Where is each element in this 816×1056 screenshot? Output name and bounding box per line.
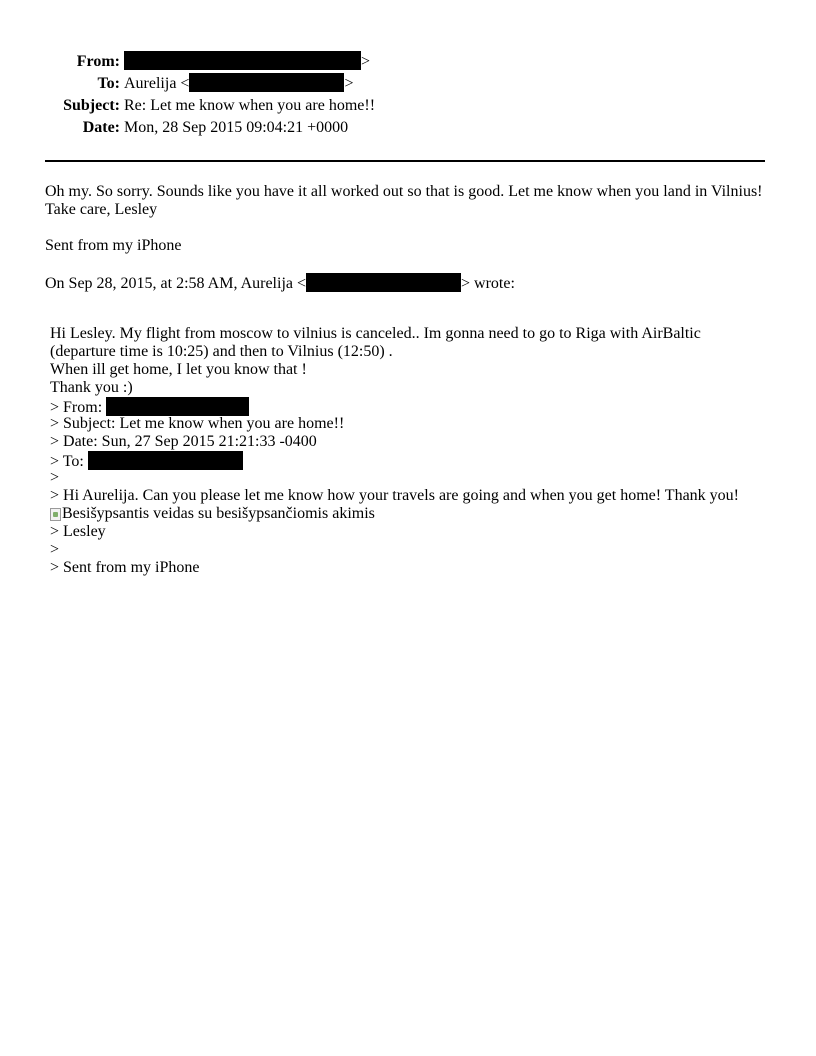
date-value: Mon, 28 Sep 2015 09:04:21 +0000 xyxy=(124,119,349,136)
attribution-prefix: On Sep 28, 2015, at 2:58 AM, Aurelija < xyxy=(45,275,307,292)
quoted-from-label: > From: xyxy=(50,399,107,416)
quoted-date-line: > Date: Sun, 27 Sep 2015 21:21:33 -0400 xyxy=(50,433,317,450)
reply-signature: Sent from my iPhone xyxy=(45,237,182,254)
quoted-message-line: > Hi Aurelija. Can you please let me know how your travels are going and when you get home! Thank you! xyxy=(50,487,740,504)
subject-row xyxy=(0,95,816,117)
to-name: Aurelija < xyxy=(124,75,190,92)
redacted-to-address xyxy=(189,73,344,92)
subject-label: Subject: xyxy=(63,97,120,114)
date-row xyxy=(0,117,816,139)
to-suffix: > xyxy=(344,75,354,92)
quoted-subject-line: > Subject: Let me know when you are home!! xyxy=(50,415,345,432)
quoted-blank-1: > xyxy=(50,469,60,486)
reply-line-1: Oh my. So sorry. Sounds like you have it all worked out so that is good. Let me know when you land in Vilnius! xyxy=(45,183,763,200)
from-value xyxy=(124,51,370,73)
email-header xyxy=(0,51,816,139)
to-value xyxy=(124,73,353,95)
subject-value: Re: Let me know when you are home!! xyxy=(124,97,376,114)
quoted-from-line xyxy=(50,397,249,415)
header-divider xyxy=(45,160,765,162)
quoted-iphone-line: > Sent from my iPhone xyxy=(50,559,200,576)
quoted-line-3: When ill get home, I let you know that ! xyxy=(50,361,307,378)
redacted-quoted-to xyxy=(88,451,243,470)
from-suffix: > xyxy=(361,53,371,70)
quoted-line-2: (departure time is 10:25) and then to Vilnius (12:50) . xyxy=(50,343,393,360)
to-label: To: xyxy=(97,75,120,92)
redacted-attribution-address xyxy=(306,273,461,292)
reply-line-2: Take care, Lesley xyxy=(45,201,158,218)
redacted-from-address xyxy=(124,51,361,70)
date-label: Date: xyxy=(82,119,120,136)
to-row xyxy=(0,73,816,95)
quoted-blank-2: > xyxy=(50,541,60,558)
broken-emoji-image xyxy=(50,505,375,523)
image-alt-text: Besišypsantis veidas su besišypsančiomis akimis xyxy=(62,505,375,522)
quoted-line-1: Hi Lesley. My flight from moscow to vilnius is canceled.. Im gonna need to go to Riga with AirBaltic xyxy=(50,325,701,342)
attribution-line xyxy=(45,273,515,291)
quoted-line-4: Thank you :) xyxy=(50,379,133,396)
attribution-suffix: > wrote: xyxy=(461,275,515,292)
from-label: From: xyxy=(76,53,120,70)
quoted-to-line xyxy=(50,451,243,469)
broken-image-icon xyxy=(50,508,61,521)
redacted-quoted-from xyxy=(106,397,249,416)
quoted-sign-line: > Lesley xyxy=(50,523,106,540)
quoted-to-label: > To: xyxy=(50,453,88,470)
from-row xyxy=(0,51,816,73)
